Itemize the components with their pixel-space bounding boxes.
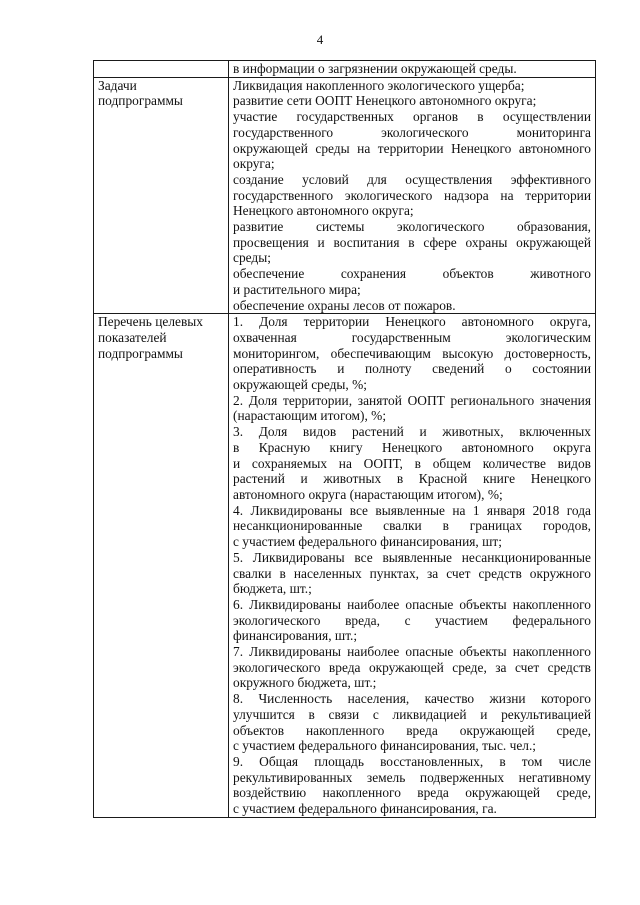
content-line: окружающей среды, %; — [233, 377, 367, 393]
content-line: финансирования, шт.; — [233, 628, 358, 644]
content-line: в Красную книгу Ненецкого автономного округа — [233, 439, 591, 455]
content-line: 2. Доля территории, занятой ООПТ регионального значения — [233, 392, 591, 408]
content-line: свалки в населенных пунктах, за счет средств окружного — [233, 565, 591, 581]
content-line: воздействию накопленного вреда окружающей среде, — [233, 785, 591, 801]
content-line: государственного экологического надзора на территории — [233, 187, 591, 203]
table-row — [94, 61, 596, 78]
content-line: экологического вреда, с участием федерального — [233, 612, 591, 628]
table-row — [94, 314, 596, 818]
content-line: и растительного мира; — [233, 281, 361, 297]
content-line: рекультивированных земель подверженных негативному — [233, 769, 591, 785]
content-line: оперативность и полноту сведений о состоянии — [233, 361, 591, 377]
content-line: улучшится в связи с ликвидацией и рекультивацией — [233, 706, 591, 722]
content-line: Ненецкого автономного округа; — [233, 203, 414, 219]
label-line: подпрограммы — [98, 93, 183, 109]
content-line: 3. Доля видов растений и животных, включенных — [233, 424, 591, 440]
content-line: охваченная государственным экологическим — [233, 329, 591, 345]
content-line: обеспечение сохранения объектов животного — [233, 266, 591, 282]
content-line: несанкционированные свалки в границах городов, — [233, 518, 591, 534]
content-line: округа; — [233, 156, 275, 172]
label-line: Задачи — [98, 77, 137, 93]
content-line: участие государственных органов в осуществлении — [233, 109, 591, 125]
row-label-empty — [94, 61, 229, 78]
content-line: автономного округа (нарастающим итогом), %; — [233, 486, 503, 502]
content-line: (нарастающим итогом), %; — [233, 408, 387, 424]
row-label-tasks — [94, 77, 229, 314]
label-line: подпрограммы — [98, 345, 183, 361]
table-row — [94, 77, 596, 314]
content-line: просвещения и воспитания в сфере охраны окружающей — [233, 234, 591, 250]
content-line: растений и животных в Красной книге Ненецкого — [233, 471, 591, 487]
content-line: в информации о загрязнении окружающей среды. — [233, 61, 517, 76]
content-line: 6. Ликвидированы наиболее опасные объекты накопленного — [233, 596, 591, 612]
passport-table — [93, 60, 596, 818]
content-line: 5. Ликвидированы все выявленные несанкционированные — [233, 549, 591, 565]
content-line: 1. Доля территории Ненецкого автономного округа, — [233, 314, 591, 330]
content-line: 7. Ликвидированы наиболее опасные объекты накопленного — [233, 644, 591, 660]
content-line: развитие системы экологического образования, — [233, 219, 591, 235]
indicators-content — [229, 314, 596, 818]
content-line: 9. Общая площадь восстановленных, в том числе — [233, 753, 591, 769]
content-line: государственного экологического мониторинга — [233, 124, 591, 140]
row-label-indicators — [94, 314, 229, 818]
content-line: бюджета, шт.; — [233, 581, 312, 597]
content-line: окружающей среды на территории Ненецкого автономного — [233, 140, 591, 156]
content-line: с участием федерального финансирования, га. — [233, 801, 497, 817]
content-line: с участием федерального финансирования, тыс. чел.; — [233, 738, 537, 754]
page-number: 4 — [316, 32, 324, 47]
content-line: создание условий для осуществления эффективного — [233, 171, 591, 187]
content-line: 8. Численность населения, качество жизни которого — [233, 691, 591, 707]
content-line: обеспечение охраны лесов от пожаров. — [233, 297, 456, 313]
continuation-text — [229, 61, 596, 78]
content-line: экологического вреда окружающей среде, за счет средств — [233, 659, 591, 675]
content-line: среды; — [233, 250, 271, 266]
content-line: и сохраняемых на ООПТ, в общем количестве видов — [233, 455, 591, 471]
content-line: 4. Ликвидированы все выявленные на 1 января 2018 года — [233, 502, 591, 518]
content-line: объектов накопленного вреда окружающей среде, — [233, 722, 591, 738]
tasks-content — [229, 77, 596, 314]
content-line: окружного бюджета, шт.; — [233, 675, 377, 691]
content-line: Ликвидация накопленного экологического ущерба; — [233, 77, 525, 93]
label-line: Перечень целевых — [98, 314, 203, 330]
content-line: с участием федерального финансирования, шт; — [233, 534, 502, 550]
content-line: развитие сети ООПТ Ненецкого автономного округа; — [233, 93, 537, 109]
label-line: показателей — [98, 329, 167, 345]
content-line: мониторингом, обеспечивающим высокую достоверность, — [233, 345, 591, 361]
